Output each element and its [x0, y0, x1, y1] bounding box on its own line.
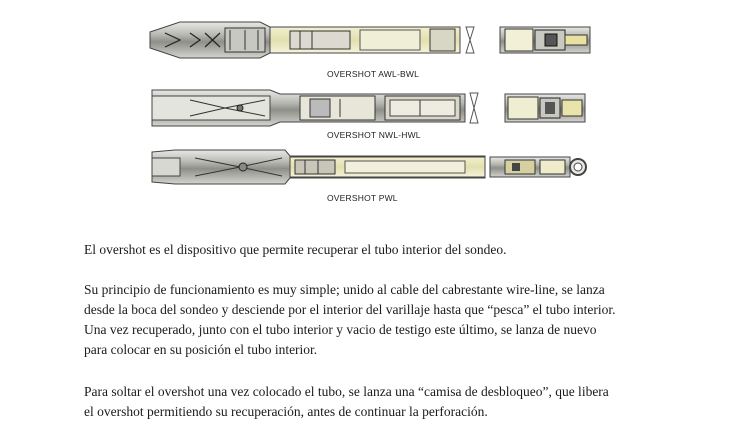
text-line: Para soltar el overshot una vez colocado el tubo, se lanza una “camisa de desbloqueo”, que libera — [84, 384, 609, 399]
overshot-pwl-drawing — [152, 150, 586, 184]
caption-awl-bwl: OVERSHOT AWL-BWL — [327, 69, 419, 79]
paragraph-release — [84, 382, 674, 422]
overshot-awl-bwl-drawing — [150, 22, 590, 58]
text-line: Su principio de funcionamiento es muy simple; unido al cable del cabrestante wire-line, se lanza — [84, 282, 605, 297]
overshot-drawings — [0, 0, 738, 215]
overshot-nwl-hwl-drawing — [152, 90, 585, 126]
text-line: el overshot permitiendo su recuperación, antes de continuar la perforación. — [84, 404, 488, 419]
paragraph-definition: El overshot es el dispositivo que permite recuperar el tubo interior del sondeo. — [84, 242, 507, 257]
caption-pwl: OVERSHOT PWL — [327, 193, 398, 203]
text-line: para colocar en su posición el tubo interior. — [84, 342, 318, 357]
text-line: Una vez recuperado, junto con el tubo interior y vacio de testigo este último, se lanza de nuevo — [84, 322, 597, 337]
caption-nwl-hwl: OVERSHOT NWL-HWL — [327, 130, 421, 140]
paragraph-principle — [84, 280, 674, 360]
text-line: desde la boca del sondeo y desciende por el interior del varillaje hasta que “pesca” el tubo interior. — [84, 302, 616, 317]
body-text — [84, 240, 674, 444]
overshot-figure — [0, 0, 738, 215]
